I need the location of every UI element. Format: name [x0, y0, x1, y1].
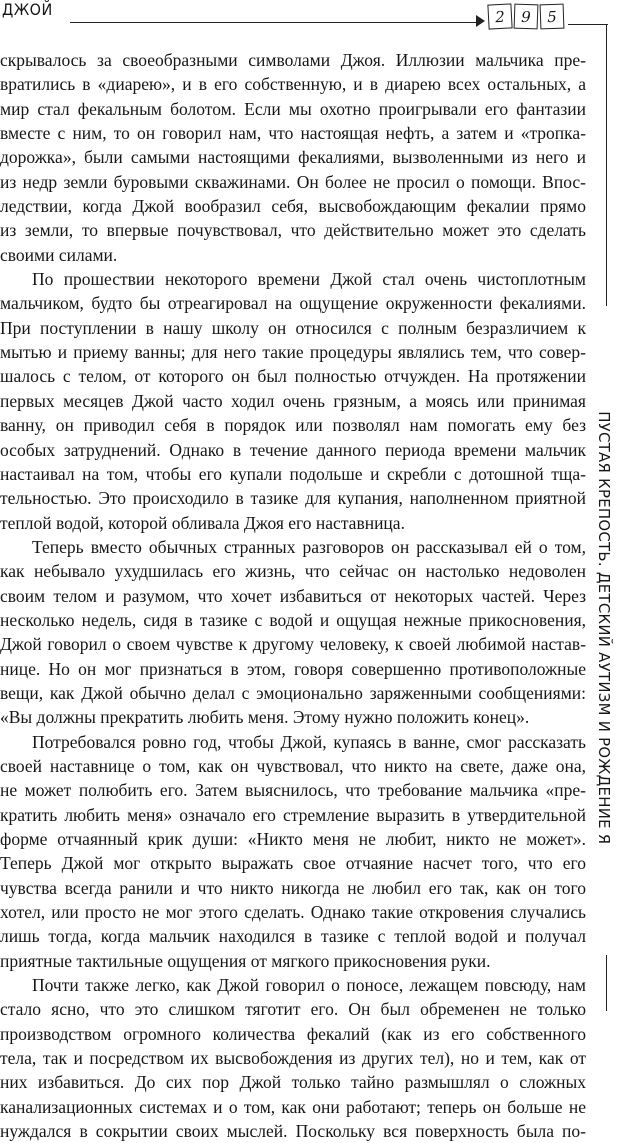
text-line: своими силами. [0, 244, 118, 265]
text-line: тельностью. Это происходило в тазике для купания, наполненном приятной [0, 488, 586, 509]
header-tail-rule [568, 24, 608, 25]
text-line: форме отчаянный крик души: «Никто меня не любит, никто не может». [0, 829, 586, 849]
text-line: Потребовался ровно год, чтобы Джой, купаясь в ванне, смог рассказать [32, 731, 586, 752]
text-line: настаивал на том, чтобы его купали подольше и скребли с дотошной тща- [0, 463, 586, 484]
text-line: ледствии, когда Джой вообразил себя, высвобождающим фекалии прямо [0, 196, 586, 217]
text-line: мальчиком, будто бы отреагировал на ощущение окруженности фекалиями. [0, 293, 586, 314]
text-line: теплой водой, которой обливала Джоя его наставница. [0, 512, 405, 533]
text-line: производством огромного количества фекалий (как из его собственного [0, 1023, 586, 1044]
text-line: вратились в «диарею», и в его собственную, и в диарею всех остальных, а [0, 74, 586, 95]
text-line: «Вы должны прекратить любить меня. Этому нужно положить конец». [0, 707, 530, 728]
text-line: несколько недель, сидя в тазике с водой и ощущая нежные прикосновения, [0, 609, 586, 630]
text-line: шалось с телом, от которого он был полностью отчужден. На протяжении [0, 366, 586, 387]
text-line: мир стал фекальным болотом. Если мы охотно проигрывали его фантазии [0, 98, 586, 119]
text-line: первых месяцев Джой часто ходил очень грязным, а моясь или принимая [0, 390, 586, 411]
text-line: Почти также легко, как Джой говорил о поносе, лежащем повсюду, нам [32, 975, 586, 996]
text-line: как небывало ухудшилась его жизнь, что сейчас он настолько недоволен [0, 561, 586, 582]
text-line: из недр земли буровыми скважинами. Он более не просил о помощи. Впос- [0, 171, 586, 192]
side-book-title [591, 328, 617, 928]
page-digit: 9 [514, 4, 539, 30]
text-line: лишь тогда, когда мальчик находился в тазике с теплой водой и получал [0, 926, 586, 947]
text-line: чувства всегда ранили и что никто никогда не любил его так, как он того [0, 877, 586, 898]
text-line: При поступлении в нашу школу он относился с полным безразличием к [0, 317, 586, 338]
text-line: тела, так и посредством их высвобождения из других тел), но и тем, как от [0, 1048, 586, 1069]
text-line: своей наставнице о том, как он чувствовал, что никто на свете, даже она, [0, 755, 586, 776]
side-book-title-text: ПУСТАЯ КРЕПОСТЬ. ДЕТСКИЙ АУТИЗМ И РОЖДЕНИЕ Я [595, 411, 613, 845]
text-line: не может полюбить его. Затем выяснилось, что требование мальчика «пре- [0, 780, 586, 801]
text-line: Теперь Джой мог открыто выражать свое отчаяние насчет того, что его [0, 853, 586, 874]
text-column [0, 48, 586, 1143]
text-line: хотел, или просто не мог этого сделать. Однако такие откровения случались [0, 902, 586, 923]
page-digit: 5 [540, 4, 565, 30]
text-line: вещи, как Джой обычно делал с эмоционально заряженными сообщениями: [0, 682, 586, 703]
text-line: вместе с ним, то он говорил нам, что настоящая нефть, а затем и «тропка- [0, 123, 586, 144]
text-line: кратить любить меня» означало его стремление выразить в утвердительной [0, 804, 586, 825]
text-line: дорожка», были самыми настоящими фекалиями, вызволенными из него и [0, 147, 586, 168]
text-line: них избавиться. До сих пор Джой только тайно размышлял о сложных [0, 1072, 586, 1093]
text-line: своим телом и разумом, что хочет избавиться от некоторых частей. Через [0, 585, 586, 606]
margin-rule-bottom [606, 955, 607, 1011]
text-line: нуждался в сокрытии своих мыслей. Поскольку вся поверхность была по- [0, 1121, 586, 1142]
text-line: особых затруднений. Однако в течение данного периода времени мальчик [0, 439, 586, 460]
header-arrow [476, 15, 485, 27]
text-line: нице. Но он мог признаться в этом, говоря совершенно противоположные [0, 658, 586, 679]
page-digit: 2 [487, 3, 512, 29]
text-line: приятные тактильные ощущения от мягкого прикосновения руки. [0, 950, 491, 971]
margin-rule-top [606, 24, 607, 306]
running-head: ДЖОЙ [2, 0, 53, 19]
text-line: ванну, он приводил себя в порядок или позволял нам помогать ему без [0, 415, 586, 436]
text-line: Теперь вместо обычных странных разговоров он рассказывал ей о том, [32, 536, 586, 557]
header-rule [70, 22, 482, 23]
text-line: канализационных системах и о том, как они работают; теперь он больше не [0, 1096, 586, 1117]
text-line: Джой говорил о своем чувстве к другому человеку, к своей любимой настав- [0, 634, 586, 655]
text-line: скрывалось за своеобразными символами Джоя. Иллюзии мальчика пре- [0, 50, 586, 70]
text-line: мытью и приему ванны; для него такие процедуры являлись тем, что совер- [0, 342, 586, 363]
page-number [488, 4, 566, 29]
text-line: По прошествии некоторого времени Джой стал очень чистоплотным [32, 269, 586, 290]
text-line: из земли, то впервые почувствовал, что действительно может это сделать [0, 220, 586, 241]
text-line: стало ясно, что это слишком тяготит его. Он был обременен не только [0, 999, 586, 1020]
